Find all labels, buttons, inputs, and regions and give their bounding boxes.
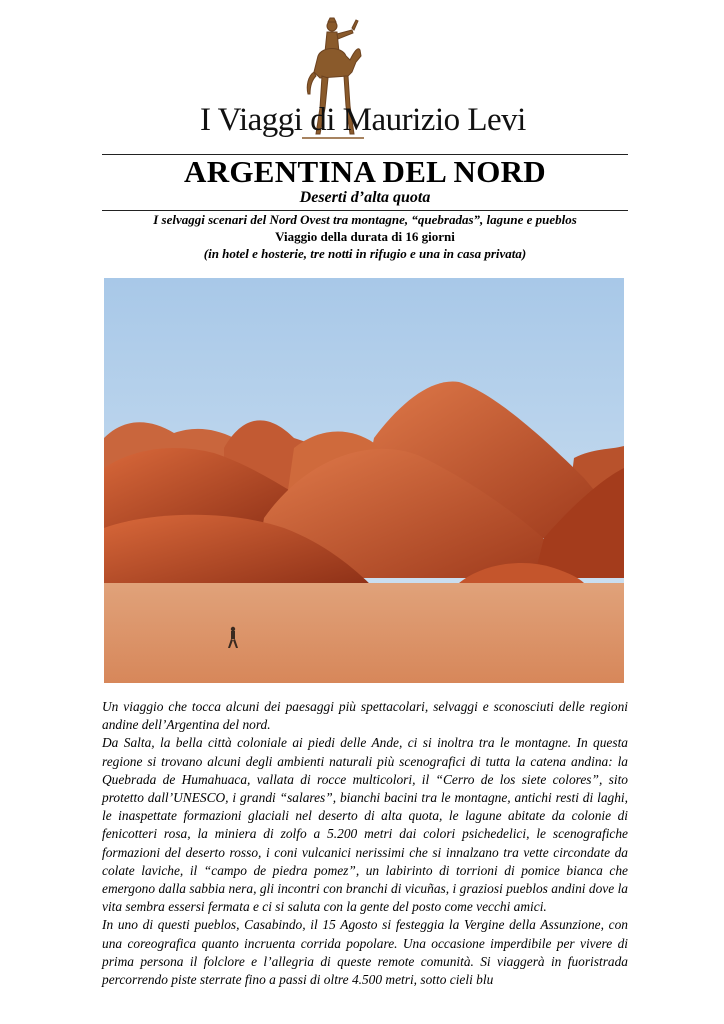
logo	[200, 16, 526, 146]
brand-name: I Viaggi di Maurizio Levi	[200, 102, 526, 138]
page-subtitle: Deserti d’alta quota	[299, 189, 431, 206]
paragraph-casabindo: In uno di questi pueblos, Casabindo, il 15 Agosto si festeggia la Vergine della Assunzione, con una coreografica quanto incruenta corrida popolare. Una occasione imperdibile per vivere di prima persona il folclore e l’allegria di queste remote comunità. Si viaggerà in fuoristrada percorrendo piste sterrate fino a passi di oltre 4.500 metri, sotto cieli blu	[102, 917, 628, 988]
paragraph-itinerary: Da Salta, la bella città coloniale ai piedi delle Ande, ci si inoltra tra le montagne. In questa regione si trovano alcuni degli ambienti naturali più scenografici di tutta la catena andina: la Quebrada de Humahuaca, vallata di rocce multicolori, il “Cerro de los siete colores”, sito protetto dall’UNESCO, i grandi “salares”, bianchi bacini tra le montagne, antichi resti di laghi, le inaspettate formazioni glaciali nel deserto di alta quota, le lagune abitate da colonie di fenicotteri rosa, la miniera di zolfo a 5.200 metri dai colori psichedelici, le scenografiche formazioni del deserto rosso, i coni vulcanici nerissimi che si innalzano tra vette circondate da colate laviche, il “campo de piedra pomez”, un labirinto di torrioni di pomice bianca che emergono dalla sabbia nera, gli incontri con branchi di vicuñas, i graziosi pueblos andini dove la vita sembra essersi fermata e ci si saluta con la gente del posto come vecchi amici.	[102, 735, 628, 915]
duration: Viaggio della durata di 16 giorni	[275, 229, 455, 244]
tagline: I selvaggi scenari del Nord Ovest tra montagne, “quebradas”, lagune e pueblos	[153, 212, 577, 227]
accommodation: (in hotel e hosterie, tre notti in rifugio e una in casa privata)	[203, 246, 527, 261]
body-text	[102, 698, 628, 989]
page-title: ARGENTINA DEL NORD	[184, 154, 546, 189]
paragraph-intro: Un viaggio che tocca alcuni dei paesaggi più spettacolari, selvaggi e sconosciuti delle regioni andine dell’Argentina del nord.	[102, 699, 628, 733]
landscape-photo	[104, 278, 624, 683]
trip-info	[102, 211, 628, 262]
